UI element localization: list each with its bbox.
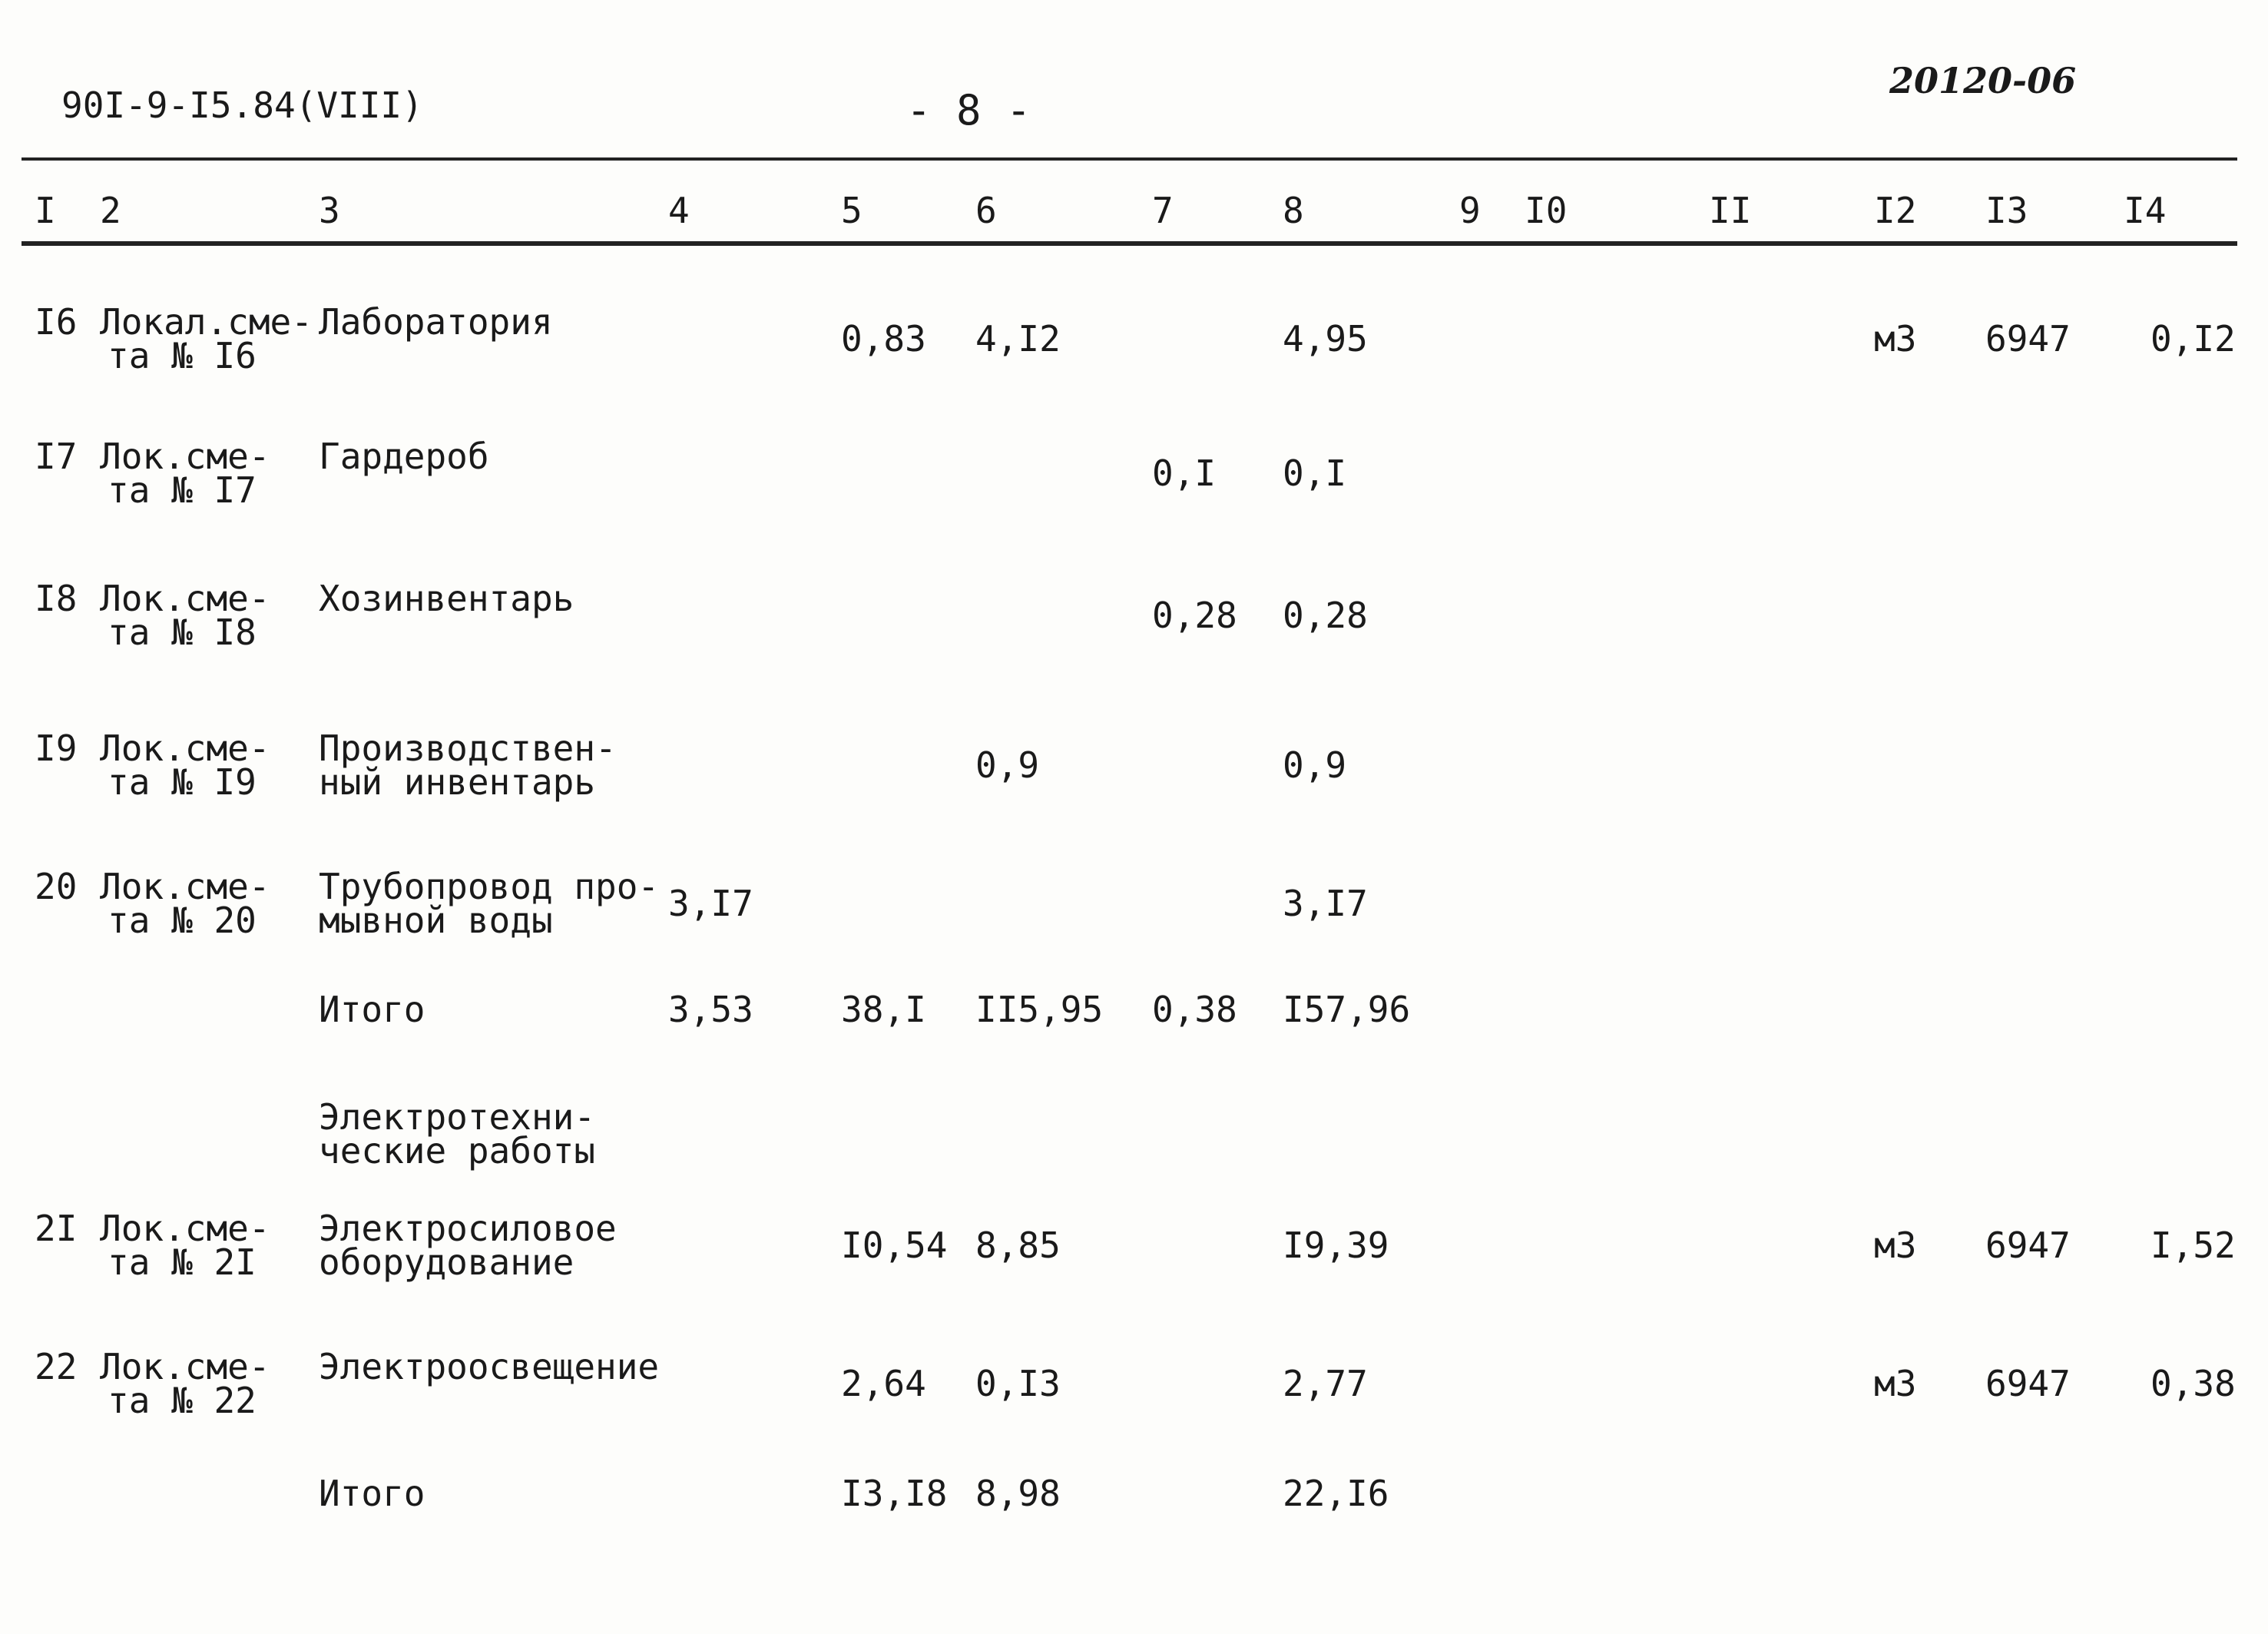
estimate-ref-cont: та № I8 — [108, 612, 257, 653]
estimate-ref-cont: та № 2I — [108, 1241, 257, 1283]
estimate-ref: Лок.сме- — [100, 866, 270, 907]
cell-col14: 0,38 — [2150, 1363, 2236, 1404]
cell-col5: 0,83 — [841, 318, 926, 360]
row-number: I7 — [35, 436, 78, 477]
cell-col14: I,52 — [2150, 1225, 2236, 1266]
cell-col6: 0,9 — [975, 744, 1040, 786]
cell-col7: 0,28 — [1152, 595, 1237, 636]
cell-col8: 0,I — [1283, 452, 1347, 494]
top-rule — [22, 157, 2237, 161]
row-title: Итого — [319, 1473, 425, 1514]
cell-col7: 0,38 — [1152, 989, 1237, 1030]
row-number: 22 — [35, 1346, 78, 1387]
cell-col6: II5,95 — [975, 989, 1104, 1030]
estimate-ref: Лок.сме- — [100, 578, 270, 619]
estimate-ref-cont: та № I6 — [108, 335, 257, 376]
estimate-ref-cont: та № 20 — [108, 900, 257, 941]
column-header-4: 4 — [668, 190, 690, 231]
estimate-ref-cont: та № I7 — [108, 469, 257, 511]
cell-col8: 0,9 — [1283, 744, 1347, 786]
row-title: Итого — [319, 989, 425, 1030]
cell-col8: I9,39 — [1283, 1225, 1389, 1266]
cell-col6: 8,98 — [975, 1473, 1061, 1514]
column-header-12: I2 — [1874, 190, 1917, 231]
cell-col13: 6947 — [1985, 318, 2071, 360]
row-title: Хозинвентарь — [319, 578, 574, 619]
cell-col8: 4,95 — [1283, 318, 1368, 360]
document-number: 20120-06 — [1889, 60, 2077, 101]
header-rule — [22, 241, 2237, 246]
cell-col4: 3,53 — [668, 989, 753, 1030]
cell-col5: I0,54 — [841, 1225, 948, 1266]
row-title-cont: ческие работы — [319, 1130, 596, 1172]
column-header-1: I — [35, 190, 56, 231]
cell-col5: I3,I8 — [841, 1473, 948, 1514]
cell-col8: 22,I6 — [1283, 1473, 1389, 1514]
page-number: - 8 - — [906, 86, 1031, 134]
row-title: Лаборатория — [319, 301, 553, 343]
row-title-cont: оборудование — [319, 1241, 574, 1283]
column-header-2: 2 — [100, 190, 121, 231]
cell-col13: 6947 — [1985, 1225, 2071, 1266]
row-title-cont: мывной воды — [319, 900, 553, 941]
column-header-8: 8 — [1283, 190, 1304, 231]
cell-col8: 2,77 — [1283, 1363, 1368, 1404]
column-header-3: 3 — [319, 190, 340, 231]
column-header-14: I4 — [2124, 190, 2167, 231]
cell-col4: 3,I7 — [668, 883, 753, 924]
cell-col12: м3 — [1874, 1225, 1917, 1266]
cell-col6: 8,85 — [975, 1225, 1061, 1266]
estimate-ref: Лок.сме- — [100, 728, 270, 769]
row-title: Электросиловое — [319, 1208, 617, 1249]
row-number: I8 — [35, 578, 78, 619]
row-number: I6 — [35, 301, 78, 343]
cell-col14: 0,I2 — [2150, 318, 2236, 360]
row-number: 2I — [35, 1208, 78, 1249]
estimate-ref: Лок.сме- — [100, 1346, 270, 1387]
cell-col5: 2,64 — [841, 1363, 926, 1404]
cell-col7: 0,I — [1152, 452, 1217, 494]
cell-col8: I57,96 — [1283, 989, 1411, 1030]
cell-col12: м3 — [1874, 318, 1917, 360]
cell-col6: 0,I3 — [975, 1363, 1061, 1404]
row-number: 20 — [35, 866, 78, 907]
cell-col13: 6947 — [1985, 1363, 2071, 1404]
row-number: I9 — [35, 728, 78, 769]
estimate-ref: Локал.сме- — [100, 301, 313, 343]
estimate-ref: Лок.сме- — [100, 436, 270, 477]
column-header-9: 9 — [1459, 190, 1481, 231]
estimate-ref: Лок.сме- — [100, 1208, 270, 1249]
estimate-ref-cont: та № 22 — [108, 1380, 257, 1421]
cell-col8: 0,28 — [1283, 595, 1368, 636]
column-header-13: I3 — [1985, 190, 2028, 231]
doc-code: 90I-9-I5.84(VIII) — [61, 85, 423, 126]
column-header-11: II — [1709, 190, 1752, 231]
column-header-10: I0 — [1525, 190, 1568, 231]
column-header-7: 7 — [1152, 190, 1174, 231]
cell-col12: м3 — [1874, 1363, 1917, 1404]
row-title: Гардероб — [319, 436, 489, 477]
cell-col5: 38,I — [841, 989, 926, 1030]
estimate-ref-cont: та № I9 — [108, 761, 257, 803]
row-title: Производствен- — [319, 728, 617, 769]
column-header-5: 5 — [841, 190, 863, 231]
row-title: Трубопровод про- — [319, 866, 660, 907]
column-header-6: 6 — [975, 190, 997, 231]
row-title: Электротехни- — [319, 1096, 596, 1138]
row-title: Электроосвещение — [319, 1346, 660, 1387]
row-title-cont: ный инвентарь — [319, 761, 596, 803]
cell-col6: 4,I2 — [975, 318, 1061, 360]
cell-col8: 3,I7 — [1283, 883, 1368, 924]
